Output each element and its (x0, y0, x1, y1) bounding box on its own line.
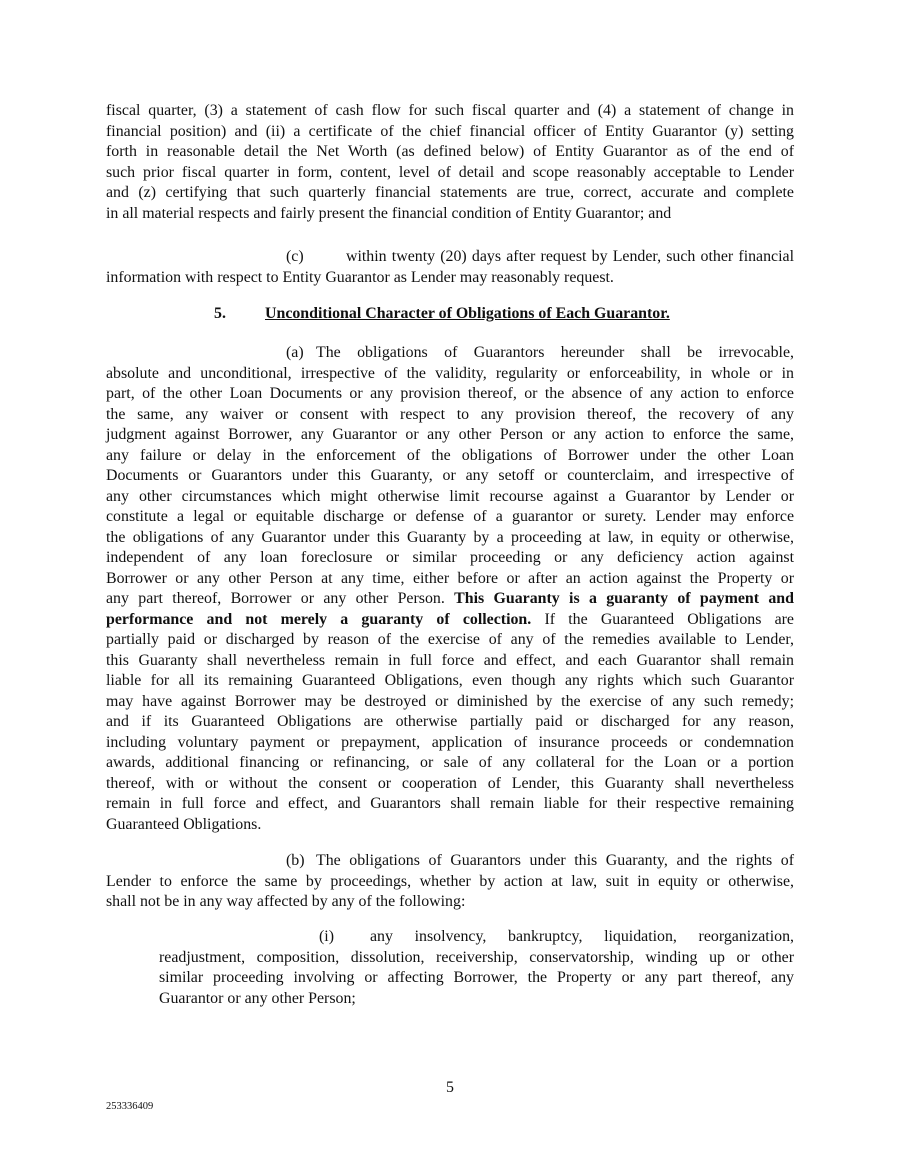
text-line: Guarantor or any other Person; (159, 989, 356, 1007)
text-run: If the Guaranteed Obligations are (531, 610, 794, 628)
text-line: fiscal quarter, (3) a statement of cash flow for such fiscal quarter and (4) a statement of change in (106, 102, 794, 119)
text-line: Documents or Guarantors under this Guaranty, or any setoff or counterclaim, and irrespective of (106, 467, 794, 484)
text-line: thereof, with or without the consent or cooperation of Lender, this Guaranty shall nevertheless (106, 774, 794, 792)
emphasis-text: This Guaranty is a guaranty of payment and (454, 590, 794, 607)
text-line: Borrower or any other Person at any time, either before or after an action against the Property or (106, 569, 794, 587)
text-line: similar proceeding involving or affecting Borrower, the Property or any part thereof, any (159, 969, 794, 986)
text-line: financial position) and (ii) a certificate of the chief financial officer of Entity Guarantor (y) setting (106, 122, 794, 140)
text-line: and (z) certifying that such quarterly financial statements are true, correct, accurate and complete (106, 184, 794, 201)
text-line (106, 589, 794, 610)
page-number: 5 (446, 1079, 454, 1096)
text-line: this Guaranty shall nevertheless remain in full force and effect, and each Guarantor shall remain (106, 651, 794, 669)
text-line: in all material respects and fairly present the financial condition of Entity Guarantor; and (106, 204, 672, 222)
clause-label: (b) (286, 852, 305, 869)
text-line: any other circumstances which might otherwise limit recourse against a Guarantor by Lender or (106, 487, 794, 505)
text-line: including voluntary payment or prepayment, application of insurance proceeds or condemnation (106, 733, 794, 751)
clause-label: (a) (286, 344, 304, 361)
text-line: The obligations of Guarantors hereunder shall be irrevocable, (316, 344, 794, 361)
text-line: absolute and unconditional, irrespective of the validity, regularity or enforceability, in whole or in (106, 364, 794, 382)
text-line: Guaranteed Obligations. (106, 815, 262, 833)
text-line: remain in full force and effect, and Guarantors shall remain liable for their respective remaining (106, 795, 794, 812)
text-line: constitute a legal or equitable discharge or defense of a guarantor or surety. Lender may enforce (106, 508, 794, 525)
paragraph-b (106, 851, 794, 913)
paragraph-continuation (106, 101, 794, 224)
text-line: any insolvency, bankruptcy, liquidation, reorganization, (370, 928, 794, 945)
text-line: the obligations of any Guarantor under this Guaranty by a proceeding at law, in equity or otherwise, (106, 528, 794, 546)
text-line: judgment against Borrower, any Guarantor or any other Person or any action to enforce the same, (106, 426, 794, 443)
text-line: the same, any waiver or consent with respect to any provision thereof, the recovery of any (106, 405, 794, 423)
text-line: Lender to enforce the same by proceedings, whether by action at law, suit in equity or otherwise, (106, 872, 794, 890)
paragraph-c (106, 247, 794, 288)
text-line: liable for all its remaining Guaranteed Obligations, even though any rights which such Guarantor (106, 672, 794, 689)
paragraph-i (159, 927, 794, 1009)
paragraph-a (106, 343, 794, 835)
section-number: 5. (214, 305, 226, 322)
text-line: independent of any loan foreclosure or similar proceeding or any deficiency action against (106, 549, 794, 566)
text-line: shall not be in any way affected by any of the following: (106, 893, 466, 910)
text-line: readjustment, composition, dissolution, receivership, conservatorship, winding up or other (159, 948, 794, 966)
text-line: information with respect to Entity Guarantor as Lender may reasonably request. (106, 268, 614, 286)
text-line: part, of the other Loan Documents or any provision thereof, or the absence of any action to enforce (106, 385, 794, 402)
section-title: Unconditional Character of Obligations of Each Guarantor. (265, 305, 670, 322)
text-line: and if its Guaranteed Obligations are otherwise partially paid or discharged for any reason, (106, 713, 794, 730)
text-line: such prior fiscal quarter in form, content, level of detail and scope reasonably acceptable to Lender (106, 163, 794, 181)
text-line (106, 610, 794, 631)
text-line: within twenty (20) days after request by Lender, such other financial (346, 248, 794, 265)
clause-label: (c) (286, 248, 304, 265)
text-line: partially paid or discharged by reason of the exercise of any of the remedies available to Lender, (106, 631, 794, 648)
text-line: may have against Borrower may be destroyed or diminished by the exercise of any such remedy; (106, 692, 794, 710)
text-line: awards, additional financing or refinancing, or sale of any collateral for the Loan or a portion (106, 754, 794, 771)
clause-label: (i) (319, 928, 334, 945)
text-run: any part thereof, Borrower or any other Person. (106, 590, 455, 607)
text-line: any failure or delay in the enforcement of the obligations of Borrower under the other Loan (106, 446, 794, 464)
text-line: The obligations of Guarantors under this Guaranty, and the rights of (316, 852, 794, 869)
emphasis-text: performance and not merely a guaranty of collection. (106, 610, 532, 628)
text-line: forth in reasonable detail the Net Worth (as defined below) of Entity Guarantor as of the end of (106, 143, 794, 160)
document-id: 253336409 (106, 1101, 154, 1112)
